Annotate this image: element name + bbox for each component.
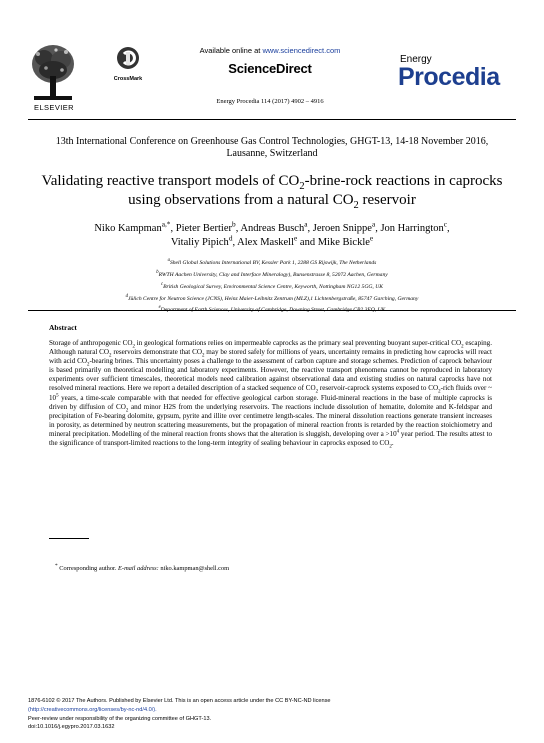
abstract-subscript: 2	[86, 362, 90, 368]
affiliation-mark: b	[156, 269, 159, 275]
abstract-text: and minor H2S from the underlying reservoirs. The reactions include dissolution of hematite, dolomite and K-feldspar and precipitation of Fe-bearing dolomite, gypsum, pyrite and illite over centimetre length-scales. The mineral dissolution reactions generate transient increases in porosity, as determined by neutron scattering measurements, but the propagation of mineral reaction fronts is retarded by the reaction stoichiometry and mineral precipitation. Modelling of the mineral reaction fronts shows that the alteration is sluggish, developing over a >10	[49, 402, 492, 438]
affiliation-mark: d	[125, 293, 128, 299]
author-affil-mark: a	[304, 219, 308, 229]
author-affil-mark: c	[443, 219, 448, 229]
available-prefix: Available online at	[199, 46, 263, 55]
title-part: reservoir	[358, 192, 416, 208]
license-url[interactable]: (http://creativecommons.org/licenses/by-nc-nd/4.0/).	[28, 706, 157, 713]
title-part: -brine-rock reactions in caprocks using observations from a natural CO	[128, 173, 503, 208]
affiliation-text: RWTH Aachen University, Clay and Interface Mineralogy), Bunsenstrasse 8, 52072 Aachen, Germany	[158, 271, 388, 278]
abstract-subscript: 2	[109, 353, 112, 359]
doi-line[interactable]: doi:10.1016/j.egypro.2017.03.1632	[28, 724, 115, 731]
author-name: Niko Kampman	[94, 223, 162, 234]
affiliation-item	[30, 256, 514, 268]
abstract-text: -bearing brines. This uncertainty poses a challenge to the assessment of carbon capture and storage schemes. Prediction of caprock behaviour is based primarily on theoretical modelling and laboratory experiments. However, the reactive transport phenomena cannot be reproduced in laboratory experiments over sufficient timescales, theoretical models need calibration against observational data and existing studies on natural caprocks have not resolved mineral reactions. Here we report a detailed description of a stacked sequence of CO	[49, 357, 493, 393]
affiliation-item	[30, 280, 514, 292]
abstract-subscript: 2	[125, 408, 129, 414]
platform-name: ScienceDirect	[228, 61, 312, 76]
author-affil-mark: d	[228, 233, 233, 243]
peer-review-line: Peer-review under responsibility of the organizing committee of GHGT-13.	[28, 715, 212, 722]
abstract-subscript: 2	[389, 444, 392, 450]
available-online	[150, 46, 390, 55]
corresponding-author-footnote	[55, 563, 229, 572]
abstract-text: in geological formations relies on impermeable caprocks as the primary seal preventing buoyant super-critical CO	[134, 339, 462, 347]
author-affil-mark: a,*	[161, 219, 171, 229]
abstract-subscript: 2	[132, 344, 135, 350]
elsevier-tree-logo	[28, 42, 78, 104]
author-separator: ,	[447, 223, 450, 234]
title-subscript: 2	[299, 181, 305, 192]
author-separator: ,	[375, 223, 381, 234]
conference-line: 13th International Conference on Greenhouse Gas Control Technologies, GHGT-13, 14-18 November 2016, Lausanne, Switzerland	[55, 136, 489, 159]
affiliation-text: Shell Global Solutions International BV, Kessler Park 1, 2288 GS Rijswijk, The Netherlands	[169, 259, 377, 266]
abstract-subscript: 2	[461, 344, 464, 350]
abstract-heading: Abstract	[49, 323, 77, 332]
author-separator: ,	[232, 237, 238, 248]
author-affil-mark: e	[294, 233, 298, 243]
sciencedirect-link[interactable]: www.sciencedirect.com	[262, 46, 341, 55]
license-block	[28, 697, 508, 732]
journal-logo-top: Energy	[400, 54, 432, 65]
abstract-superscript: 5	[56, 393, 59, 399]
author-name: Jon Harrington	[380, 223, 444, 234]
crossmark-badge[interactable]	[108, 46, 148, 82]
footnote-email[interactable]: niko.kampman@shell.com	[158, 565, 230, 573]
abstract-text: -rich fluids over ~ 10	[49, 384, 492, 402]
author-list	[30, 219, 514, 250]
author-separator: ,	[170, 223, 176, 234]
journal-logo	[398, 52, 516, 112]
author-affil-mark: e	[369, 233, 374, 243]
affiliation-divider	[28, 310, 516, 311]
affiliation-mark: c	[161, 281, 164, 287]
crossmark-icon	[116, 46, 140, 70]
abstract-text: .	[391, 439, 394, 448]
license-line: 1876-6102 © 2017 The Authors. Published by Elsevier Ltd. This is an open access article under the CC BY-NC-ND license	[28, 698, 331, 704]
crossmark-label: CrossMark	[113, 76, 143, 82]
journal-reference: Energy Procedia 114 (2017) 4902 – 4916	[216, 98, 324, 105]
abstract-text: year period. The results attest to the significance of transport-limited reactions to the long-term integrity of sealing behaviour in caprocks exposed to CO	[49, 429, 492, 448]
author-separator: and	[297, 237, 318, 248]
title-subscript: 2	[353, 200, 359, 211]
affiliation-text: Jülich Centre for Neutron Science (JCNS), Heinz Maier-Leibnitz Zentrum (MLZ),1 Lichtenbergstraße, 85747 Garching, Germany	[127, 295, 419, 302]
abstract-text: escaping. Although natural CO	[49, 339, 492, 357]
footnote-email-label: E-mail address:	[118, 565, 159, 573]
abstract-text: reservoirs demonstrate that CO	[111, 348, 202, 357]
journal-logo-name: Procedia	[398, 63, 500, 91]
affiliation-text: Department of Earth Sciences, University of Cambridge, Downing Street, Cambridge CB2 3EQ, UK	[160, 307, 386, 314]
affiliation-item	[30, 268, 514, 280]
author-separator: ,	[235, 223, 241, 234]
author-name: Alex Maskell	[237, 237, 295, 248]
abstract-text: may be stored safely for millions of years, uncertainty remains in predicting how caprocks will react with acid CO	[49, 348, 492, 366]
abstract-text: reservoir-caprock systems exposed to CO	[318, 384, 439, 393]
header-divider	[28, 119, 516, 120]
affiliation-mark: e	[158, 305, 161, 311]
abstract-subscript: 2	[315, 389, 319, 395]
affiliation-item	[30, 292, 514, 304]
author-affil-mark: b	[232, 219, 236, 229]
footnote-marker: *	[55, 563, 58, 569]
abstract-text: years, a time-scale comparable with that needed for effective geological carbon storage. Fluid-mineral reactions in the base of multiple caprocks is driven by diffusion of CO	[49, 393, 492, 411]
author-name: Pieter Bertier	[175, 223, 233, 234]
author-name: Vitaliy Pipich	[170, 237, 229, 248]
author-name: Jeroen Snippe	[312, 223, 372, 234]
abstract-subscript: 2	[201, 353, 205, 359]
affiliation-list	[30, 256, 514, 315]
abstract-body	[49, 339, 492, 448]
author-name: Mike Bickle	[317, 237, 370, 248]
article-title	[30, 172, 514, 210]
affiliation-text: British Geological Survey, Environmental Science Centre, Keyworth, Nottingham NG12 5GG, UK	[163, 283, 383, 290]
author-separator: ,	[307, 223, 313, 234]
author-affil-mark: a	[371, 219, 376, 229]
abstract-text: Storage of anthropogenic CO	[49, 339, 133, 347]
abstract-subscript: 2	[438, 389, 441, 395]
abstract-superscript: 4	[396, 429, 400, 435]
publisher-label: ELSEVIER	[34, 103, 74, 112]
footnote-label: Corresponding author.	[57, 565, 119, 573]
title-part: Validating reactive transport models of CO	[41, 173, 300, 189]
author-name: Andreas Busch	[240, 223, 305, 234]
footnote-divider	[49, 538, 89, 539]
affiliation-mark: a	[167, 258, 170, 263]
